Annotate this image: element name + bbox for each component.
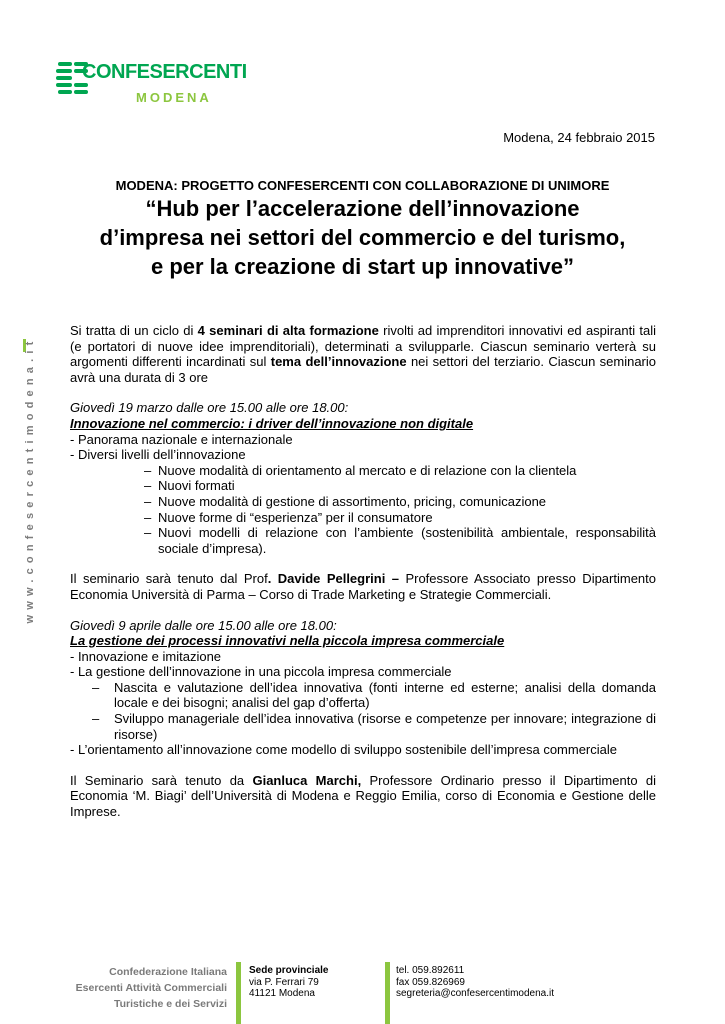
footer-email[interactable]: segreteria@confesercentimodena.it bbox=[396, 988, 555, 999]
seminar1-subitem bbox=[70, 463, 656, 479]
intro-text-3: nei settori del terziario. Ciascun seminario avrà una durata di 3 ore bbox=[70, 354, 657, 385]
seminar2-when: Giovedì 9 aprile dalle ore 15.00 alle ore 18.00: bbox=[70, 617, 337, 633]
seminar1-title: Innovazione nel commercio: i driver dell’innovazione non digitale bbox=[70, 415, 474, 431]
intro-text-2: rivolti ad imprenditori innovativi ed aspiranti tali (e portatori di nuove idee imprenditoriali), determinati a svilupparle. Ciascun seminario verterà su argomenti differenti incardinati sul bbox=[70, 323, 656, 370]
seminar1-when: Giovedì 19 marzo dalle ore 15.00 alle ore 18.00: bbox=[70, 400, 349, 416]
confesercenti-logo bbox=[56, 52, 247, 112]
seminar1-subitem bbox=[70, 478, 656, 494]
subitem-text: Sviluppo manageriale dell’idea innovativa (risorse e competenze per innovare; integrazione di risorse) bbox=[114, 711, 656, 742]
logo-brand: CONFESERCENTI bbox=[82, 61, 247, 83]
seminar1-item: - Diversi livelli dell’innovazione bbox=[70, 447, 246, 463]
side-website bbox=[20, 336, 40, 624]
seminar2-subitem bbox=[70, 680, 656, 711]
dash-bullet: – bbox=[144, 525, 152, 541]
seminar1-subitem bbox=[70, 494, 656, 510]
dash-bullet: – bbox=[144, 493, 152, 509]
speaker-text-2: Professore Ordinario presso il Dipartimento di Economia ‘M. Biagi’ dell’Università di Modena e Reggio Emilia, corso di Economia e Gestione delle Imprese. bbox=[70, 772, 656, 820]
seminar1-speaker bbox=[70, 571, 656, 602]
subitem-text: Nuove modalità di orientamento al mercato e di relazione con la clientela bbox=[158, 462, 577, 478]
dash-bullet: – bbox=[144, 478, 152, 494]
subitem-text: Nascita e valutazione dell’idea innovativa (fonti interne ed esterne; analisi della domanda locale e dei bisogni; analisi del gap d’offerta) bbox=[114, 679, 656, 711]
seminar2-speaker bbox=[70, 773, 656, 820]
document-subtitle: MODENA: PROGETTO CONFESERCENTI CON COLLABORAZIONE DI UNIMORE bbox=[115, 178, 610, 193]
document-date: Modena, 24 febbraio 2015 bbox=[503, 130, 655, 145]
logo-city: MODENA bbox=[136, 90, 212, 105]
seminar1-subitem bbox=[70, 525, 656, 556]
footer-fax: fax 059.826969 bbox=[396, 976, 465, 988]
footer-address bbox=[249, 965, 328, 1000]
document-title bbox=[0, 194, 725, 281]
speaker-text-2: Professore Associato presso Dipartimento Economia Università di Parma – Corso di Trade Marketing e Strategie Commerciali. bbox=[70, 571, 657, 602]
seminar2-title: La gestione dei processi innovativi nella piccola impresa commerciale bbox=[70, 633, 505, 649]
seminar1-item: - Panorama nazionale e internazionale bbox=[70, 431, 293, 447]
footer-divider bbox=[385, 962, 390, 1024]
title-line-2: d’impresa nei settori del commercio e del turismo, bbox=[99, 225, 626, 250]
seminar2-item: - L’orientamento all’innovazione come modello di sviluppo sostenibile dell’impresa commerciale bbox=[70, 742, 617, 758]
subitem-text: Nuove modalità di gestione di assortimento, pricing, comunicazione bbox=[158, 493, 547, 509]
dash-bullet: – bbox=[144, 462, 152, 478]
speaker-text-1: Il Seminario sarà tenuto da bbox=[70, 772, 253, 788]
title-line-3: e per la creazione di start up innovative” bbox=[150, 254, 575, 279]
side-website-text: www.confesercentimodena.it bbox=[24, 336, 36, 624]
footer-org-line: Confederazione Italiana bbox=[109, 966, 227, 978]
dash-bullet: – bbox=[92, 711, 100, 727]
footer-organization bbox=[76, 964, 227, 1012]
intro-text-1: Si tratta di un ciclo di bbox=[70, 323, 198, 338]
seminar2-item: - Innovazione e imitazione bbox=[70, 648, 222, 664]
intro-paragraph bbox=[70, 323, 656, 385]
speaker-text-1: Il seminario sarà tenuto dal Prof bbox=[70, 571, 268, 587]
footer-org-line: Esercenti Attività Commerciali bbox=[75, 982, 227, 994]
seminar2-subitem bbox=[70, 711, 656, 742]
footer-address-line: 41121 Modena bbox=[249, 988, 315, 999]
subitem-text: Nuove forme di “esperienza” per il consumatore bbox=[158, 509, 433, 525]
intro-bold-1: 4 seminari di alta formazione bbox=[197, 323, 379, 338]
dash-bullet: – bbox=[92, 679, 100, 695]
seminar1-subitem bbox=[70, 510, 656, 526]
footer-phone: tel. 059.892611 bbox=[396, 965, 465, 976]
subitem-text: Nuovi formati bbox=[158, 478, 235, 494]
title-line-1: “Hub per l’accelerazione dell’innovazione bbox=[145, 196, 580, 221]
footer-contacts bbox=[396, 965, 554, 1000]
footer-sede-label: Sede provinciale bbox=[249, 965, 329, 976]
footer-address-line: via P. Ferrari 79 bbox=[249, 976, 319, 988]
subitem-text: Nuovi modelli di relazione con l’ambiente (sostenibilità ambientale, responsabilità sociale d’impresa). bbox=[158, 525, 656, 556]
dash-bullet: – bbox=[144, 509, 152, 525]
document-body bbox=[70, 323, 656, 820]
seminar2-item: - La gestione dell’innovazione in una piccola impresa commerciale bbox=[70, 664, 452, 680]
speaker-name: . Davide Pellegrini – bbox=[267, 571, 400, 587]
intro-bold-2: tema dell’innovazione bbox=[270, 354, 407, 370]
footer-divider bbox=[236, 962, 241, 1024]
speaker-name: Gianluca Marchi, bbox=[252, 772, 362, 788]
footer-org-line: Turistiche e dei Servizi bbox=[113, 998, 227, 1010]
